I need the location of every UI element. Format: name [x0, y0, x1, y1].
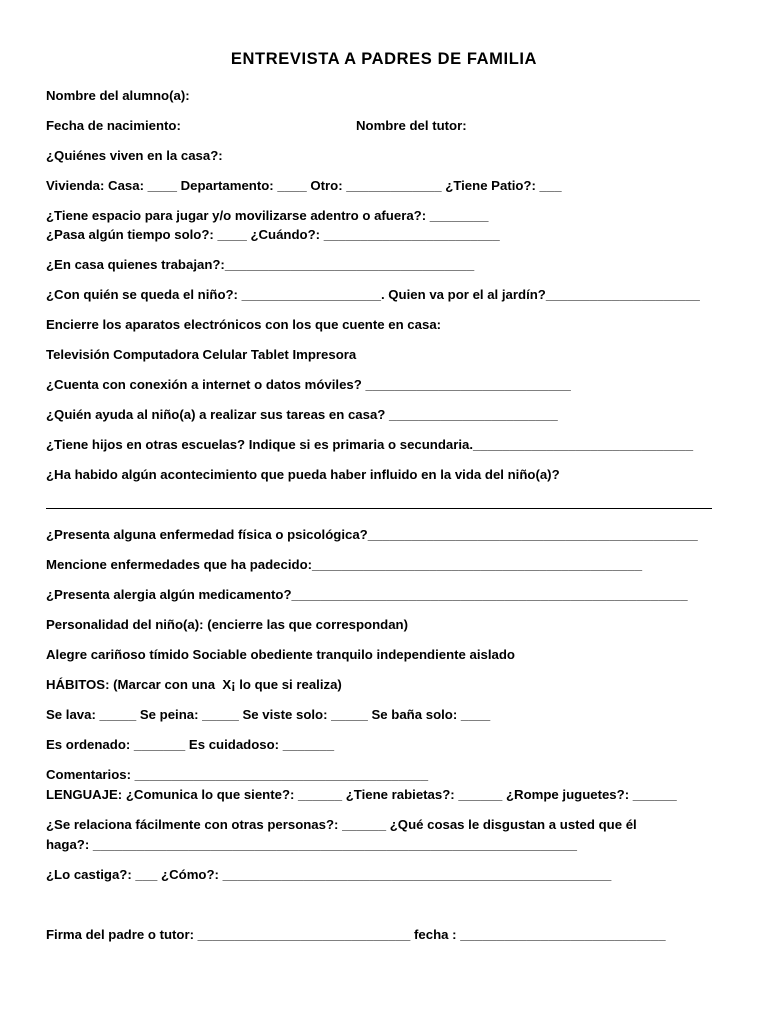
language-field: LENGUAJE: ¿Comunica lo que siente?: ______ ¿Tiene rabietas?: ______ ¿Rompe juguetes?: ______: [46, 787, 677, 802]
habits-heading: HÁBITOS: (Marcar con una X¡ lo que si realiza): [46, 677, 342, 692]
devices-list: Televisión Computadora Celular Tablet Impresora: [46, 347, 357, 362]
student-name-field: Nombre del alumno(a):: [46, 88, 190, 103]
homework-help-field: ¿Quién ayuda al niño(a) a realizar sus tareas en casa? _______________________: [46, 407, 558, 422]
personality-list: Alegre cariñoso tímido Sociable obediente tranquilo independiente aislado: [46, 647, 515, 662]
past-illnesses-field: Mencione enfermedades que ha padecido:_____________________________________________: [46, 557, 643, 572]
siblings-schools-field: ¿Tiene hijos en otras escuelas? Indique si es primaria o secundaria.______________________________: [46, 437, 694, 452]
who-works-field: ¿En casa quienes trabajan?:__________________________________: [46, 257, 475, 272]
form-title: ENTREVISTA A PADRES DE FAMILIA: [230, 50, 538, 68]
comments-field: Comentarios: ________________________________________: [46, 767, 429, 782]
illness-field: ¿Presenta alguna enfermedad física o psicológica?_____________________________________________: [46, 527, 698, 542]
punishment-field: ¿Lo castiga?: ___ ¿Cómo?: _____________________________________________________: [46, 867, 612, 882]
devices-instruction: Encierre los aparatos electrónicos con los que cuente en casa:: [46, 317, 442, 332]
dislikes-field: haga?: __________________________________________________________________: [46, 837, 577, 852]
birth-date-field: Fecha de nacimiento:: [46, 118, 181, 133]
social-relations-field: ¿Se relaciona fácilmente con otras personas?: ______ ¿Qué cosas le disgustan a usted que él: [46, 817, 637, 832]
caregiver-field: ¿Con quién se queda el niño?: ___________________. Quien va por el al jardín?_____________________: [46, 287, 700, 302]
life-event-field: ¿Ha habido algún acontecimiento que pueda haber influido en la vida del niño(a)?: [46, 467, 560, 482]
allergy-field: ¿Presenta alergia algún medicamento?______________________________________________________: [46, 587, 688, 602]
order-habits-field: Es ordenado: _______ Es cuidadoso: _______: [46, 737, 335, 752]
time-alone-field: ¿Pasa algún tiempo solo?: ____ ¿Cuándo?: ________________________: [46, 227, 500, 242]
personality-instruction: Personalidad del niño(a): (encierre las que correspondan): [46, 617, 409, 632]
life-event-answer-line: [46, 508, 712, 509]
household-members-field: ¿Quiénes viven en la casa?:: [46, 148, 223, 163]
signature-field: Firma del padre o tutor: _____________________________ fecha : ____________________________: [46, 927, 666, 942]
hygiene-habits-field: Se lava: _____ Se peina: _____ Se viste solo: _____ Se baña solo: ____: [46, 707, 491, 722]
tutor-name-field: Nombre del tutor:: [356, 118, 467, 133]
housing-type-field: Vivienda: Casa: ____ Departamento: ____ Otro: _____________ ¿Tiene Patio?: ___: [46, 178, 562, 193]
internet-field: ¿Cuenta con conexión a internet o datos móviles? ____________________________: [46, 377, 571, 392]
play-space-field: ¿Tiene espacio para jugar y/o movilizarse adentro o afuera?: ________: [46, 208, 489, 223]
